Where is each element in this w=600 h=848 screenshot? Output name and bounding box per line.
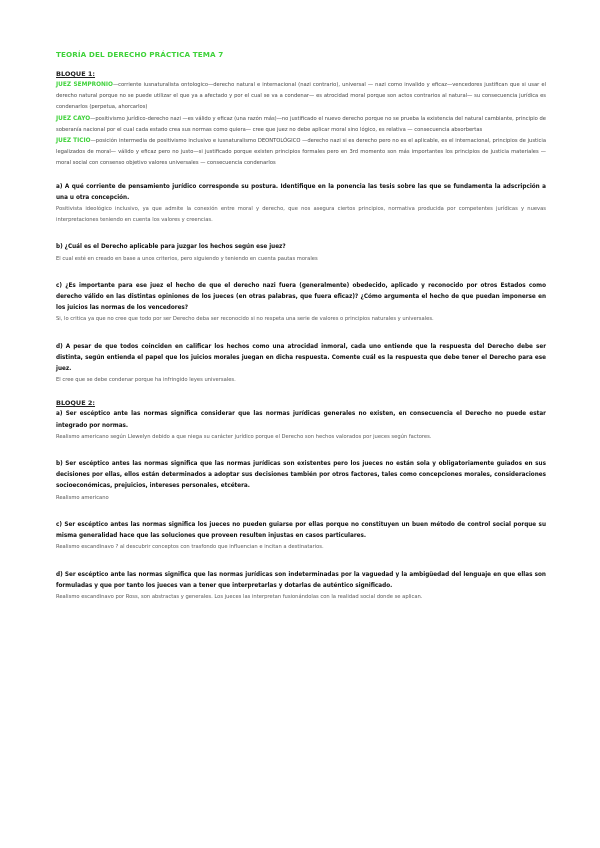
judge-text: —positivismo jurídico-derecho nazi —es válido y eficaz (una razón más)—no justificado el nuevo derecho porque no se prueba la existencia del natural cambiante, principio de soberanía nacional por el cual cada estado crea sus normas como quiera— cree que juez no debe aplicar moral sino lógico, es relativa — consecuencia absorbertas	[56, 115, 546, 133]
question-text: c) ¿Es importante para ese juez el hecho de que el derecho nazi fuera (generalmente) obedecido, aplicado y reconocido por otros Estados como derecho válido en las distintas opiniones de los jueces (en otras palabras, que fuera eficaz)? ¿Cómo argumenta el hecho de que puedan imponerse en los juicios las normas de los vencedores?	[56, 282, 546, 312]
document-page	[56, 50, 546, 603]
judge-paragraph	[56, 114, 546, 136]
bloque-2-heading: BLOQUE 2:	[56, 399, 96, 408]
question-text: a) Ser escéptico ante las normas significa considerar que las normas jurídicas generales no existen, en consecuencia el Derecho no puede estar integrado por normas.	[56, 411, 546, 429]
answer-text: El cual esté en creado en base a unos criterios, pero siguiendo y teniendo en cuenta pautas morales	[56, 255, 318, 262]
question-text: d) Ser escéptico ante las normas significa que las normas jurídicas son indeterminadas por la vaguedad y la ambigüedad del lenguaje en que ellas son formuladas y que por tanto los jueces van a tener que interpretarlas y dotarlas de auténtico significado.	[56, 571, 546, 589]
answer-text: Realismo escandinavo ? al descubrir conceptos con trasfondo que influencian e incitan a destinatarios.	[56, 544, 324, 551]
document-title: TEORÍA DEL DERECHO PRÁCTICA TEMA 7	[56, 50, 224, 59]
judge-name: JUEZ SEMPRONIO	[56, 82, 113, 88]
answer-text: Realismo americano	[56, 494, 109, 501]
answer-text: El cree que se debe condenar porque ha infringido leyes universales.	[56, 377, 236, 384]
question-text: a) A qué corriente de pensamiento jurídico corresponde su postura. Identifique en la ponencia las tesis sobre las que se fundamenta la adscripción a una u otra concepción.	[56, 183, 546, 201]
question-text: c) Ser escéptico antes las normas significa los jueces no pueden guiarse por ellas porque no constituyen un buen método de control social porque su misma generalidad hace que las soluciones que proveen resulten injustas en casos particulares.	[56, 521, 546, 540]
answer-text: Realismo americano según Llewelyn debido a que niega su carácter jurídico porque el Derecho son hechos valorados por jueces según factores.	[56, 433, 432, 440]
question-text: b) ¿Cuál es el Derecho aplicable para juzgar los hechos según ese juez?	[56, 244, 286, 251]
question-text: d) A pesar de que todos coinciden en calificar los hechos como una atrocidad inmoral, cada uno entiende que la respuesta del Derecho debe ser distinta, según entienda el papel que los juicios morales juegan en dicha respuesta. Comente cuál es la respuesta que debe tener el Derecho para ese juez.	[56, 343, 546, 373]
judge-text: —corriente iusnaturalista ontologico—derecho natural e internacional (nazi contrario), universal — nazi como invalido y eficaz—vencedores justifican que si usar el derecho natural porque no se puede utilizar el que ya a afectado y por el cual se va a condenar— es atrocidad moral porque son actos contrarios al natural— su consecuencia jurídica es condenarlos (perpetua, ahorcarlos)	[56, 82, 546, 111]
judge-name: JUEZ CAYO	[56, 115, 91, 122]
judge-text: —posición intermedia de positivismo inclusivo e iusnaturalismo DEONTOLÓGICO —derecho nazi si es derecho pero no es el aplicable, es el internacional, principios de justicia legalizados de moral— válido y eficaz pero no justo—si justificado porque existen principios formales pero en 3rd momento son más importantes los principios de justicia materiales — moral social con consenso objetivo valores universales — consecuencia condenarlos	[56, 138, 546, 167]
question-text: b) Ser escéptico antes las normas significa que las normas jurídicas son existentes pero los jueces no están sola y obligatoriamente guiados en sus decisiones por ellas, ellos están determinados a adoptar sus decisiones también por otros factores, tales como concepciones morales, consideraciones socioeconómicas, prejuicios, intereses personales, etcétera.	[56, 461, 546, 490]
bloque-1-heading: BLOQUE 1:	[56, 70, 96, 78]
answer-text: Realismo escandinavo por Ross, son abstractas y generales. Los jueces las interpretan fusionándolas con la realidad social donde se aplican.	[56, 593, 423, 600]
judge-paragraph	[56, 80, 546, 114]
judge-name: JUEZ TICIO	[56, 138, 91, 145]
answer-text: Si, lo critica ya que no cree que todo por ser Derecho deba ser reconocido si no respeta una serie de valores o principios naturales y universales.	[56, 316, 434, 323]
answer-text: Positivista ideológico inclusivo, ya que admite la conexión entre moral y derecho, que nos asegura ciertos principios, normativa producida por competentes jurídicas y nuevas interpretaciones teniendo en cuenta los valores y creencias.	[56, 206, 546, 224]
judge-paragraph	[56, 136, 546, 170]
